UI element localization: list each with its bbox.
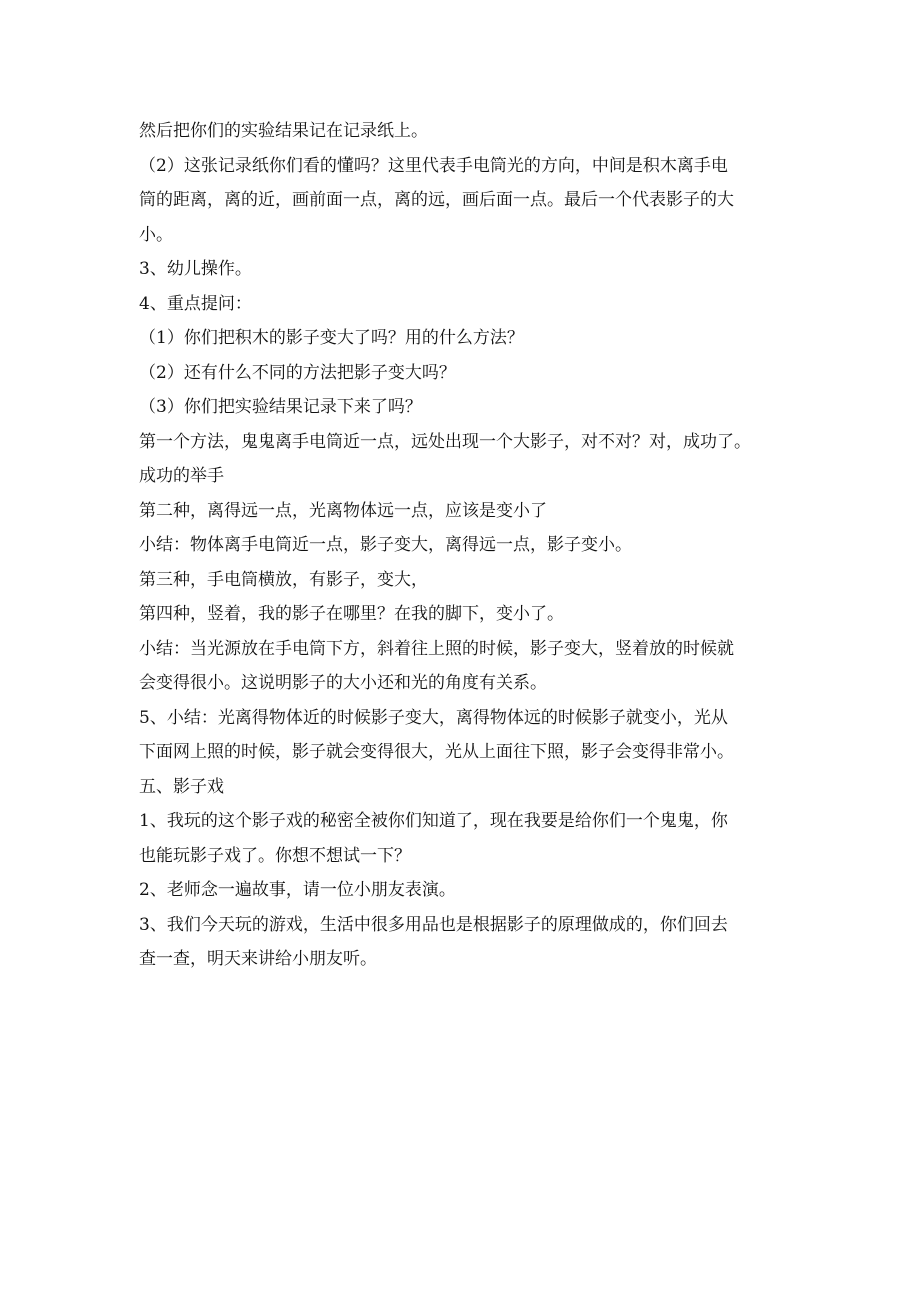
text-line: 小结：物体离手电筒近一点，影子变大，离得远一点，影子变小。 (139, 535, 632, 555)
text-line: 3、我们今天玩的游戏，生活中很多用品也是根据影子的原理做成的，你们回去 (139, 914, 728, 935)
text-line: 会变得很小。这说明影子的大小还和光的角度有关系。 (139, 673, 547, 693)
text-line: 然后把你们的实验结果记在记录纸上。 (139, 121, 428, 141)
text-line: 1、我玩的这个影子戏的秘密全被你们知道了，现在我要是给你们一个鬼鬼，你 (139, 811, 728, 831)
text-line: 第四种，竖着，我的影子在哪里？在我的脚下，变小了。 (139, 604, 564, 624)
text-line: 小结：当光源放在手电筒下方，斜着往上照的时候，影子变大，竖着放的时候就 (139, 638, 734, 659)
text-line: （2）这张记录纸你们看的懂吗？这里代表手电筒光的方向，中间是积木离手电 (139, 155, 728, 176)
text-line: （2）还有什么不同的方法把影子变大吗？ (139, 362, 456, 383)
text-line: 小。 (139, 224, 173, 245)
text-line: 第一个方法，鬼鬼离手电筒近一点，远处出现一个大影子，对不对？对，成功了。 (139, 431, 751, 452)
text-line: 下面网上照的时候，影子就会变得很大，光从上面往下照，影子会变得非常小。 (139, 742, 734, 762)
text-line: 第三种，手电筒横放，有影子，变大， (139, 569, 428, 590)
text-line: 第二种，离得远一点，光离物体远一点，应该是变小了 (139, 500, 547, 521)
text-line: 五、影子戏 (139, 776, 224, 797)
text-line: 3、幼儿操作。 (139, 259, 252, 279)
text-line: 2、老师念一遍故事，请一位小朋友表演。 (139, 880, 456, 900)
text-line: 成功的举手 (139, 466, 224, 486)
text-line: 筒的距离，离的近，画前面一点，离的远，画后面一点。最后一个代表影子的大 (139, 190, 734, 210)
text-line: （1）你们把积木的影子变大了吗？用的什么方法？ (139, 328, 524, 348)
text-line: 5、小结：光离得物体近的时候影子变大，离得物体远的时候影子就变小，光从 (139, 707, 728, 728)
text-line: 也能玩影子戏了。你想不想试一下？ (139, 845, 411, 866)
text-line: （3）你们把实验结果记录下来了吗？ (139, 397, 422, 417)
text-line: 4、重点提问： (139, 293, 252, 314)
document-body (139, 114, 789, 977)
text-line: 查一查，明天来讲给小朋友听。 (139, 949, 377, 969)
